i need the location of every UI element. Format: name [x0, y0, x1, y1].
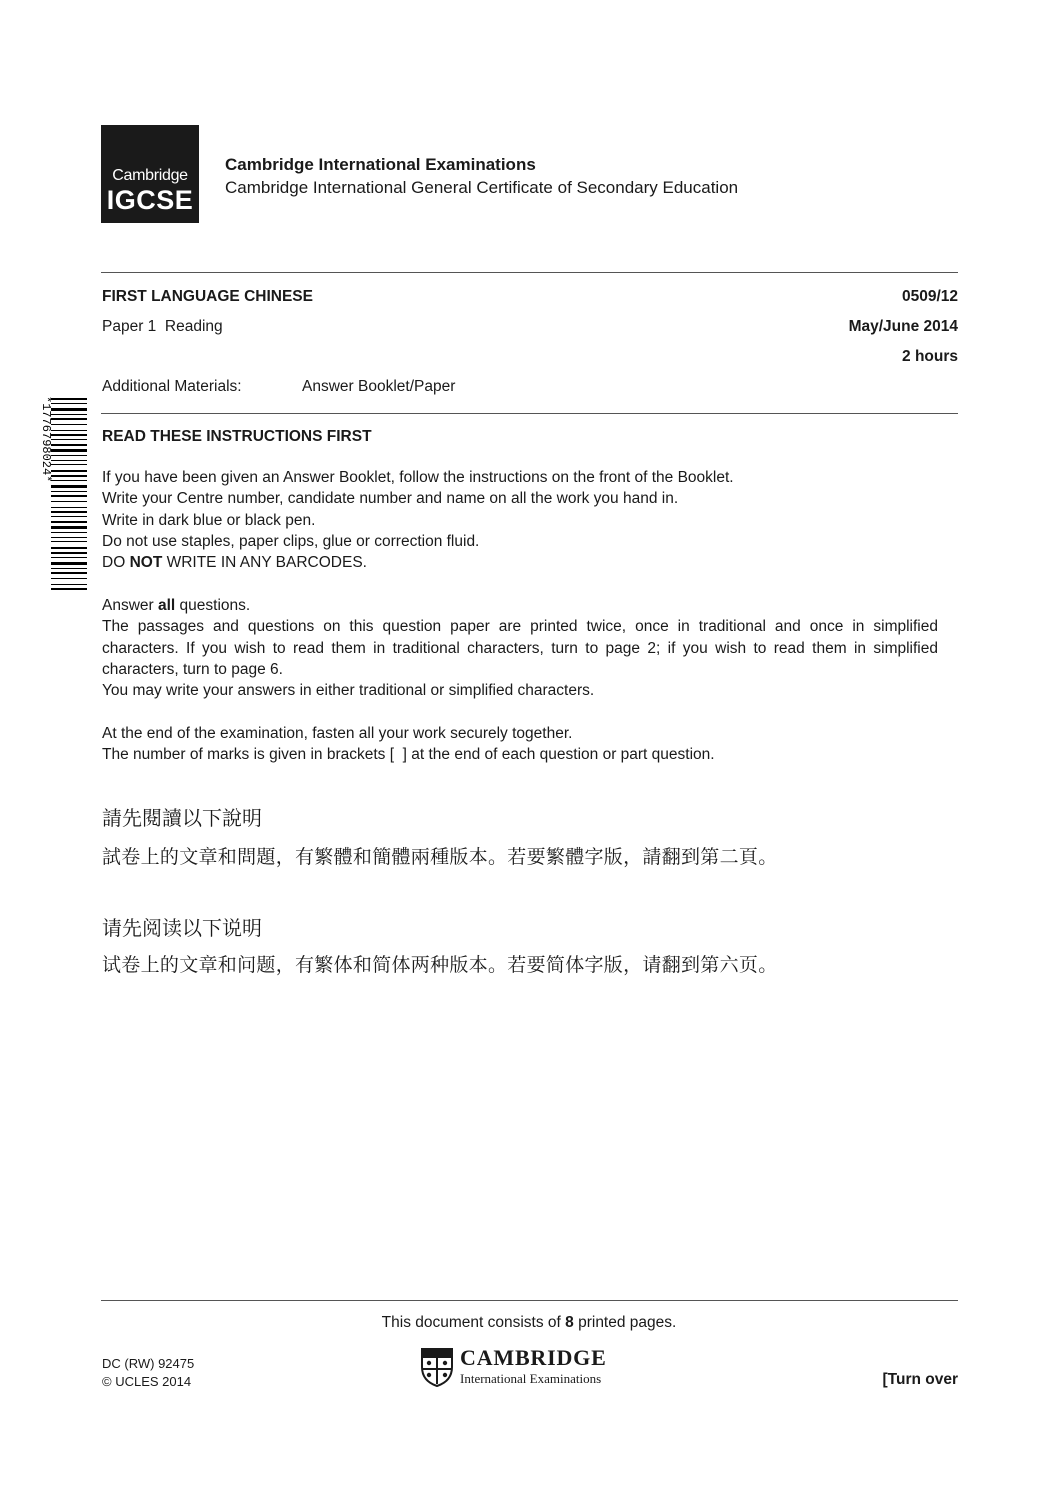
instruction-line: At the end of the examination, fasten all your work securely together. — [102, 725, 573, 742]
subject-title: FIRST LANGUAGE CHINESE — [102, 288, 313, 305]
org-name: Cambridge International Examinations — [225, 155, 536, 174]
materials-label: Additional Materials: — [102, 378, 242, 395]
simplified-heading: 请先阅读以下说明 — [102, 918, 262, 940]
qualification-name: Cambridge International General Certificate of Secondary Education — [225, 178, 739, 197]
instruction-line-answer: Answer all questions. — [102, 597, 251, 614]
exam-duration: 2 hours — [902, 348, 958, 365]
instructions-block-1 — [102, 467, 938, 573]
details-divider — [101, 413, 958, 414]
traditional-body: 試卷上的文章和問題，有繁體和簡體兩種版本。若要繁體字版，請翻到第二頁。 — [102, 847, 778, 868]
paper-name: Paper 1 Reading — [102, 318, 223, 335]
instruction-line-barcodes: DO NOT WRITE IN ANY BARCODES. — [102, 554, 367, 572]
instructions-heading: READ THESE INSTRUCTIONS FIRST — [102, 428, 372, 445]
cambridge-crest-icon — [420, 1347, 454, 1387]
instructions-block-2 — [102, 595, 938, 701]
document-ref: DC (RW) 92475 — [102, 1356, 195, 1371]
header-divider — [101, 272, 958, 273]
page-count-note: This document consists of 8 printed pages. — [381, 1314, 677, 1331]
instruction-line: The number of marks is given in brackets [ ] at the end of each question or part question. — [102, 746, 715, 764]
instruction-line: Do not use staples, paper clips, glue or correction fluid. — [102, 532, 480, 550]
barcode-text: *1776798024* — [39, 396, 53, 483]
cambridge-brand-sub: International Examinations — [460, 1371, 602, 1386]
syllabus-code: 0509/12 — [901, 288, 958, 305]
cambridge-brand: CAMBRIDGE — [460, 1345, 607, 1370]
candidate-barcode — [37, 396, 87, 596]
exam-session: May/June 2014 — [848, 318, 958, 335]
logo-line-1: Cambridge — [112, 167, 188, 184]
logo-line-2: IGCSE — [106, 185, 194, 215]
simplified-body: 试卷上的文章和问题，有繁体和简体两种版本。若要简体字版，请翻到第六页。 — [102, 955, 778, 976]
footer-divider — [101, 1300, 958, 1301]
igcse-logo — [101, 125, 199, 223]
instruction-passages: The passages and questions on this question paper are printed twice, once in traditional and once in simplified characters. If you wish to read them in traditional characters, turn to page 2; if you wish to read them in simplified characters, turn to page 6. — [102, 618, 938, 678]
turn-over: [Turn over — [882, 1371, 958, 1388]
instruction-line: You may write your answers in either traditional or simplified characters. — [102, 682, 595, 700]
instruction-line: If you have been given an Answer Booklet, follow the instructions on the front of the Booklet. — [102, 469, 734, 486]
materials-value: Answer Booklet/Paper — [302, 378, 456, 395]
traditional-heading: 請先閱讀以下說明 — [102, 808, 262, 830]
copyright: © UCLES 2014 — [102, 1374, 192, 1389]
instruction-line: Write your Centre number, candidate number and name on all the work you hand in. — [102, 490, 679, 508]
instruction-line: Write in dark blue or black pen. — [102, 511, 316, 529]
instructions-block-3 — [102, 723, 938, 766]
